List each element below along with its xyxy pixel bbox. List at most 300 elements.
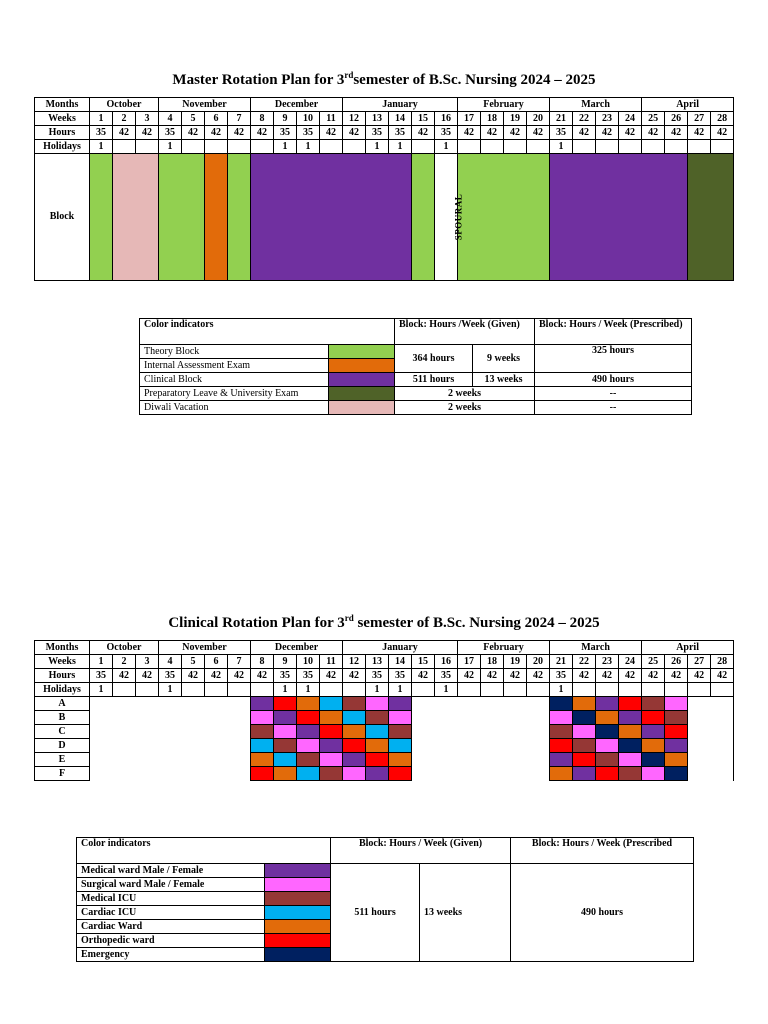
legend-swatch-emergency (265, 948, 331, 962)
week-cell-16: 16 (435, 655, 458, 669)
holiday-cell-9: 1 (274, 140, 297, 154)
week-cell-27: 27 (688, 655, 711, 669)
holiday-cell-17 (458, 140, 481, 154)
holiday-cell-5 (182, 140, 205, 154)
legend-header-prescribed: Block: Hours / Week (Prescribed) (535, 319, 692, 345)
holiday-cell-4: 1 (159, 140, 182, 154)
week-cell-26: 26 (665, 112, 688, 126)
rotation-cell-cardiac-ward (343, 725, 366, 739)
holiday-cell-16: 1 (435, 683, 458, 697)
empty-rotation-cell (90, 753, 251, 767)
legend-item-medical-icu: Medical ICU (77, 892, 265, 906)
group-row-a (35, 697, 734, 711)
holiday-cell-17 (458, 683, 481, 697)
holiday-cell-8 (251, 683, 274, 697)
week-cell-27: 27 (688, 112, 711, 126)
rotation-cell-cardiac-icu (366, 725, 389, 739)
holiday-cell-13: 1 (366, 683, 389, 697)
month-october: October (90, 98, 159, 112)
week-cell-5: 5 (182, 655, 205, 669)
hours-cell-25: 42 (642, 669, 665, 683)
holiday-cell-20 (527, 683, 550, 697)
rotation-cell-emergency (573, 711, 596, 725)
hours-cell-4: 35 (159, 669, 182, 683)
rotation-cell-ortho-ward (596, 767, 619, 781)
hours-cell-1: 35 (90, 126, 113, 140)
group-row-e (35, 753, 734, 767)
block-theory (90, 154, 113, 281)
legend-header-indicators: Color indicators (77, 838, 331, 864)
holiday-cell-13: 1 (366, 140, 389, 154)
week-cell-18: 18 (481, 112, 504, 126)
week-cell-22: 22 (573, 655, 596, 669)
hours-row (35, 126, 734, 140)
empty-rotation-cell (90, 711, 251, 725)
week-cell-23: 23 (596, 112, 619, 126)
week-cell-25: 25 (642, 112, 665, 126)
holiday-cell-22 (573, 683, 596, 697)
rotation-cell-medical-icu (550, 725, 573, 739)
rotation-cell-medical-icu (343, 697, 366, 711)
holiday-cell-28 (711, 140, 734, 154)
rotation-cell-cardiac-ward (320, 711, 343, 725)
week-cell-8: 8 (251, 112, 274, 126)
legend-swatch-prep (329, 387, 395, 401)
holiday-cell-19 (504, 683, 527, 697)
rotation-cell-ortho-ward (389, 767, 412, 781)
rotation-cell-emergency (665, 767, 688, 781)
rotation-cell-cardiac-icu (297, 767, 320, 781)
empty-rotation-cell (688, 725, 734, 739)
week-cell-15: 15 (412, 655, 435, 669)
rotation-cell-surgical-ward (642, 767, 665, 781)
week-cell-21: 21 (550, 112, 573, 126)
diwali-given: 2 weeks (395, 401, 535, 415)
rotation-cell-ortho-ward (274, 697, 297, 711)
block-spoural (435, 154, 464, 281)
week-cell-28: 28 (711, 655, 734, 669)
rotation-cell-cardiac-ward (596, 711, 619, 725)
rotation-cell-ortho-ward (320, 725, 343, 739)
week-cell-10: 10 (297, 655, 320, 669)
rotation-cell-surgical-ward (619, 753, 642, 767)
hours-cell-23: 42 (596, 126, 619, 140)
rotation-cell-ortho-ward (642, 711, 665, 725)
group-label: D (35, 739, 90, 753)
legend-swatch-diwali (329, 401, 395, 415)
hours-cell-24: 42 (619, 126, 642, 140)
legend-header-indicators: Color indicators (140, 319, 395, 345)
week-cell-13: 13 (366, 655, 389, 669)
holiday-cell-11 (320, 683, 343, 697)
row-label-months: Months (35, 98, 90, 112)
rotation-cell-medical-icu (665, 711, 688, 725)
holiday-cell-18 (481, 683, 504, 697)
clinical-title: Clinical Rotation Plan for 3rd semester of B.Sc. Nursing 2024 – 2025 (168, 613, 600, 631)
hours-cell-5: 42 (182, 669, 205, 683)
holiday-cell-6 (205, 683, 228, 697)
holiday-cell-6 (205, 140, 228, 154)
rotation-cell-cardiac-ward (550, 767, 573, 781)
legend-swatch-cardiac-ward (265, 920, 331, 934)
empty-rotation-cell (90, 739, 251, 753)
holiday-cell-9: 1 (274, 683, 297, 697)
week-cell-24: 24 (619, 112, 642, 126)
holiday-cell-8 (251, 140, 274, 154)
holiday-cell-28 (711, 683, 734, 697)
hours-cell-13: 35 (366, 669, 389, 683)
legend-swatch-surgical-ward (265, 878, 331, 892)
week-cell-12: 12 (343, 655, 366, 669)
rotation-cell-surgical-ward (389, 711, 412, 725)
week-cell-20: 20 (527, 112, 550, 126)
legend-item-emergency: Emergency (77, 948, 265, 962)
rotation-cell-medical-icu (642, 697, 665, 711)
hours-cell-28: 42 (711, 669, 734, 683)
group-label: A (35, 697, 90, 711)
week-cell-20: 20 (527, 655, 550, 669)
empty-rotation-cell (688, 753, 734, 767)
group-label: B (35, 711, 90, 725)
rotation-cell-surgical-ward (573, 725, 596, 739)
rotation-cell-surgical-ward (665, 697, 688, 711)
month-march: March (550, 98, 642, 112)
holiday-cell-11 (320, 140, 343, 154)
row-label-holidays: Holidays (35, 683, 90, 697)
group-row-b (35, 711, 734, 725)
rotation-cell-cardiac-icu (274, 753, 297, 767)
empty-rotation-cell (90, 767, 251, 781)
holiday-cell-23 (596, 140, 619, 154)
hours-row (35, 669, 734, 683)
hours-cell-21: 35 (550, 126, 573, 140)
rotation-cell-emergency (642, 753, 665, 767)
hours-cell-5: 42 (182, 126, 205, 140)
holiday-cell-22 (573, 140, 596, 154)
rotation-cell-medical-icu (573, 739, 596, 753)
rotation-cell-surgical-ward (550, 711, 573, 725)
hours-cell-15: 42 (412, 126, 435, 140)
holiday-cell-2 (113, 140, 136, 154)
rotation-cell-ortho-ward (251, 767, 274, 781)
month-february: February (458, 641, 550, 655)
rotation-cell-medical-icu (251, 725, 274, 739)
hours-cell-15: 42 (412, 669, 435, 683)
months-row (35, 98, 734, 112)
legend-swatch-clinical (329, 373, 395, 387)
holiday-cell-19 (504, 140, 527, 154)
rotation-cell-medical-ward (619, 711, 642, 725)
holiday-cell-15 (412, 140, 435, 154)
week-cell-19: 19 (504, 112, 527, 126)
holiday-cell-10: 1 (297, 140, 320, 154)
holiday-cell-14: 1 (389, 140, 412, 154)
rotation-cell-medical-ward (320, 739, 343, 753)
hours-cell-4: 35 (159, 126, 182, 140)
row-label-hours: Hours (35, 126, 90, 140)
rotation-cell-medical-icu (619, 767, 642, 781)
legend-swatch-medical-ward (265, 864, 331, 878)
row-label-weeks: Weeks (35, 112, 90, 126)
legend-item-iae: Internal Assessment Exam (140, 359, 329, 373)
row-label-block: Block (35, 154, 90, 281)
hours-cell-17: 42 (458, 669, 481, 683)
block-row (35, 154, 734, 281)
clinical-weeks-given: 13 weeks (420, 864, 511, 962)
holiday-cell-15 (412, 683, 435, 697)
legend-swatch-iae (329, 359, 395, 373)
prep-given: 2 weeks (395, 387, 535, 401)
holiday-cell-4: 1 (159, 683, 182, 697)
hours-cell-18: 42 (481, 126, 504, 140)
rotation-cell-cardiac-icu (320, 697, 343, 711)
holiday-cell-27 (688, 140, 711, 154)
empty-rotation-cell (412, 711, 550, 725)
legend-item-prep: Preparatory Leave & University Exam (140, 387, 329, 401)
rotation-cell-medical-ward (366, 767, 389, 781)
month-february: February (458, 98, 550, 112)
week-cell-14: 14 (389, 655, 412, 669)
rotation-cell-medical-ward (343, 753, 366, 767)
hours-cell-19: 42 (504, 669, 527, 683)
hours-cell-11: 42 (320, 126, 343, 140)
month-november: November (159, 641, 251, 655)
rotation-cell-cardiac-ward (573, 697, 596, 711)
month-april: April (642, 98, 734, 112)
week-cell-6: 6 (205, 655, 228, 669)
holiday-cell-24 (619, 140, 642, 154)
empty-rotation-cell (688, 739, 734, 753)
rotation-cell-emergency (550, 697, 573, 711)
holiday-cell-3 (136, 140, 159, 154)
holiday-cell-12 (343, 683, 366, 697)
legend-item-ortho-ward: Orthopedic ward (77, 934, 265, 948)
row-label-hours: Hours (35, 669, 90, 683)
week-cell-6: 6 (205, 112, 228, 126)
hours-cell-14: 35 (389, 126, 412, 140)
rotation-cell-ortho-ward (665, 725, 688, 739)
hours-cell-22: 42 (573, 669, 596, 683)
clinical-hours-given: 511 hours (331, 864, 420, 962)
group-row-f (35, 767, 734, 781)
rotation-cell-cardiac-ward (665, 753, 688, 767)
hours-cell-20: 42 (527, 669, 550, 683)
holidays-row (35, 140, 734, 154)
hours-cell-27: 42 (688, 669, 711, 683)
week-cell-9: 9 (274, 112, 297, 126)
hours-cell-23: 42 (596, 669, 619, 683)
legend-item-medical-ward: Medical ward Male / Female (77, 864, 265, 878)
rotation-cell-cardiac-ward (642, 739, 665, 753)
legend-item-clinical: Clinical Block (140, 373, 329, 387)
legend-item-cardiac-icu: Cardiac ICU (77, 906, 265, 920)
week-cell-4: 4 (159, 112, 182, 126)
legend-item-surgical-ward: Surgical ward Male / Female (77, 878, 265, 892)
week-cell-24: 24 (619, 655, 642, 669)
week-cell-16: 16 (435, 112, 458, 126)
block-clinical (251, 154, 412, 281)
week-cell-25: 25 (642, 655, 665, 669)
holiday-cell-20 (527, 140, 550, 154)
theory-hours-prescribed: 325 hours (535, 345, 692, 373)
block-theory (159, 154, 205, 281)
hours-cell-22: 42 (573, 126, 596, 140)
holiday-cell-21: 1 (550, 683, 573, 697)
row-label-months: Months (35, 641, 90, 655)
clinical-weeks-given: 13 weeks (473, 373, 535, 387)
group-label: F (35, 767, 90, 781)
master-title: Master Rotation Plan for 3rdsemester of B.Sc. Nursing 2024 – 2025 (172, 70, 596, 88)
week-cell-23: 23 (596, 655, 619, 669)
week-cell-15: 15 (412, 112, 435, 126)
rotation-cell-medical-icu (366, 711, 389, 725)
rotation-cell-medical-ward (550, 753, 573, 767)
month-november: November (159, 98, 251, 112)
empty-rotation-cell (90, 725, 251, 739)
rotation-cell-medical-icu (389, 725, 412, 739)
rotation-cell-medical-icu (297, 753, 320, 767)
legend-header-given: Block: Hours / Week (Given) (331, 838, 511, 864)
holiday-cell-7 (228, 140, 251, 154)
week-cell-10: 10 (297, 112, 320, 126)
month-december: December (251, 98, 343, 112)
hours-cell-8: 42 (251, 126, 274, 140)
block-theory (412, 154, 435, 281)
rotation-cell-ortho-ward (366, 753, 389, 767)
week-cell-3: 3 (136, 655, 159, 669)
holiday-cell-1: 1 (90, 683, 113, 697)
hours-cell-3: 42 (136, 669, 159, 683)
hours-cell-10: 35 (297, 669, 320, 683)
hours-cell-16: 35 (435, 669, 458, 683)
rotation-cell-medical-ward (573, 767, 596, 781)
week-cell-22: 22 (573, 112, 596, 126)
week-cell-7: 7 (228, 112, 251, 126)
theory-weeks-given: 9 weeks (473, 345, 535, 373)
legend-swatch-theory (329, 345, 395, 359)
hours-cell-25: 42 (642, 126, 665, 140)
holiday-cell-26 (665, 140, 688, 154)
week-cell-18: 18 (481, 655, 504, 669)
week-cell-5: 5 (182, 112, 205, 126)
rotation-cell-cardiac-ward (274, 767, 297, 781)
rotation-cell-ortho-ward (297, 711, 320, 725)
empty-rotation-cell (688, 711, 734, 725)
empty-rotation-cell (412, 697, 550, 711)
block-theory (228, 154, 251, 281)
month-january: January (343, 98, 458, 112)
week-cell-28: 28 (711, 112, 734, 126)
group-label: E (35, 753, 90, 767)
rotation-cell-cardiac-ward (389, 753, 412, 767)
week-cell-1: 1 (90, 655, 113, 669)
theory-hours-given: 364 hours (395, 345, 473, 373)
holiday-cell-14: 1 (389, 683, 412, 697)
legend-swatch-medical-icu (265, 892, 331, 906)
hours-cell-1: 35 (90, 669, 113, 683)
prep-prescribed: -- (535, 387, 692, 401)
holiday-cell-23 (596, 683, 619, 697)
rotation-cell-cardiac-ward (251, 753, 274, 767)
hours-cell-2: 42 (113, 126, 136, 140)
week-cell-4: 4 (159, 655, 182, 669)
group-row-d (35, 739, 734, 753)
rotation-cell-medical-ward (596, 697, 619, 711)
hours-cell-27: 42 (688, 126, 711, 140)
holiday-cell-7 (228, 683, 251, 697)
rotation-cell-surgical-ward (596, 739, 619, 753)
week-cell-2: 2 (113, 655, 136, 669)
rotation-cell-ortho-ward (550, 739, 573, 753)
week-cell-9: 9 (274, 655, 297, 669)
rotation-cell-medical-ward (389, 697, 412, 711)
legend-header-given: Block: Hours /Week (Given) (395, 319, 535, 345)
rotation-cell-emergency (619, 739, 642, 753)
week-cell-8: 8 (251, 655, 274, 669)
rotation-cell-surgical-ward (274, 725, 297, 739)
hours-cell-7: 42 (228, 669, 251, 683)
holiday-cell-26 (665, 683, 688, 697)
hours-cell-13: 35 (366, 126, 389, 140)
clinical-hours-prescribed: 490 hours (511, 864, 694, 962)
holiday-cell-2 (113, 683, 136, 697)
holiday-cell-16: 1 (435, 140, 458, 154)
week-cell-7: 7 (228, 655, 251, 669)
rotation-cell-cardiac-icu (251, 739, 274, 753)
hours-cell-19: 42 (504, 126, 527, 140)
spoural-label: SPOURAL (453, 193, 464, 240)
legend-swatch-ortho-ward (265, 934, 331, 948)
hours-cell-28: 42 (711, 126, 734, 140)
holiday-cell-27 (688, 683, 711, 697)
holiday-cell-1: 1 (90, 140, 113, 154)
block-preparatory-leave (688, 154, 734, 281)
week-cell-17: 17 (458, 112, 481, 126)
hours-cell-10: 35 (297, 126, 320, 140)
row-label-weeks: Weeks (35, 655, 90, 669)
week-cell-12: 12 (343, 112, 366, 126)
holiday-cell-21: 1 (550, 140, 573, 154)
hours-cell-3: 42 (136, 126, 159, 140)
group-row-c (35, 725, 734, 739)
rotation-cell-ortho-ward (619, 697, 642, 711)
week-cell-19: 19 (504, 655, 527, 669)
rotation-cell-medical-icu (596, 753, 619, 767)
rotation-cell-medical-icu (320, 767, 343, 781)
legend-swatch-cardiac-icu (265, 906, 331, 920)
group-label: C (35, 725, 90, 739)
clinical-rotation-table (34, 640, 734, 781)
week-cell-2: 2 (113, 112, 136, 126)
hours-cell-11: 42 (320, 669, 343, 683)
hours-cell-6: 42 (205, 669, 228, 683)
months-row (35, 641, 734, 655)
row-label-holidays: Holidays (35, 140, 90, 154)
month-january: January (343, 641, 458, 655)
week-cell-26: 26 (665, 655, 688, 669)
hours-cell-18: 42 (481, 669, 504, 683)
clinical-hours-given: 511 hours (395, 373, 473, 387)
hours-cell-2: 42 (113, 669, 136, 683)
master-legend-table (139, 318, 692, 415)
weeks-row (35, 112, 734, 126)
rotation-cell-medical-ward (665, 739, 688, 753)
month-october: October (90, 641, 159, 655)
empty-rotation-cell (412, 725, 550, 739)
month-april: April (642, 641, 734, 655)
rotation-cell-medical-icu (274, 739, 297, 753)
week-cell-17: 17 (458, 655, 481, 669)
